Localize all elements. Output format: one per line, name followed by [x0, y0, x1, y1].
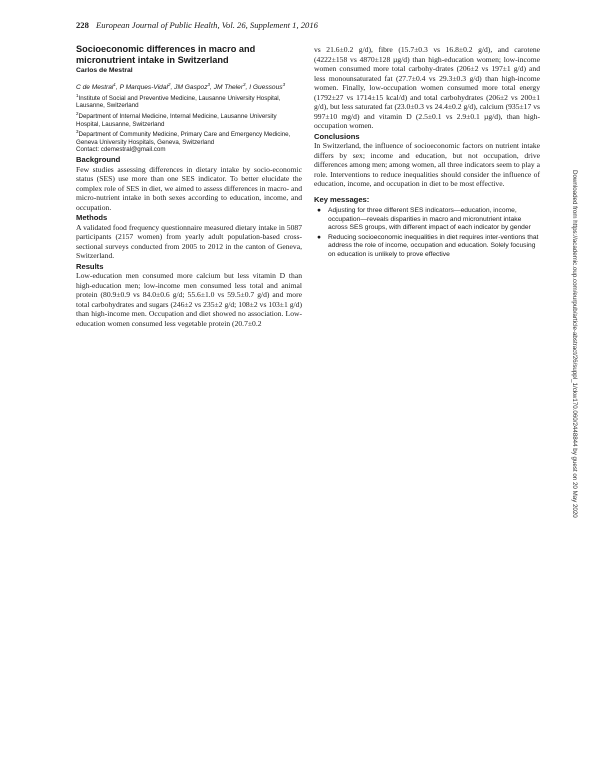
background-text: Few studies assessing differences in dietary intake by socio-economic status (SES) use more than one SES indicator. To better elucidate the complex role of SES in diet, we aimed to assess differences in macro- and micro-nutrient intake in both sexes according to education, income, and occupation. [76, 164, 302, 212]
left-column [76, 44, 302, 328]
conclusions-heading: Conclusions [314, 131, 360, 141]
presenter-name: Carlos de Mestral [76, 67, 133, 74]
key-messages-list [314, 207, 540, 260]
contact-email: Contact: cdemestral@gmail.com [76, 146, 166, 154]
page-number: 228 [76, 20, 89, 30]
author-name: JM Gaspoz [174, 83, 208, 91]
download-watermark: Downloaded from https://academic.oup.com/eurpub/article-abstract/26/suppl_1/ckw170.060/2448844 by guest on 20 May 2020 [571, 170, 578, 518]
results-heading: Results [76, 261, 104, 271]
author-name: C de Mestral [76, 83, 114, 91]
affiliation [76, 92, 302, 110]
affiliation-sup: 1 [76, 92, 79, 98]
running-header [76, 20, 318, 30]
author-sup: 3 [282, 81, 286, 87]
key-message-text: Reducing socioeconomic inequalities in diet requires inter-ventions that address the role of income, occupation and education. Solely focusing on education is unlikely to prove effective [328, 233, 539, 258]
affiliation-sup: 2 [76, 110, 79, 116]
affiliation-text: Institute of Social and Preventive Medicine, Lausanne University Hospital, Lausanne, Switzerland [76, 94, 281, 110]
author-sup: 1 [113, 81, 116, 87]
conclusions-text: In Switzerland, the influence of socioeconomic factors on nutrient intake differs by sex; income and education, but not occupation, drive differences among men; among women, all three indicators seem to play a role. Interventions to reduce inequalities should consider the influence of education, income, and occupation in diet to be most effective. [314, 141, 540, 188]
affiliation-text: Department of Community Medicine, Primary Care and Emergency Medicine, Geneva University Hospitals, Geneva, Switzerland [76, 131, 291, 146]
results-text-part2: vs 21.6±0.2 g/d), fibre (15.7±0.3 vs 16.8±0.2 g/d), and carotene (4222±158 vs 4870±128 µg/d) than high-education women; low-income women consumed more total carbohy-drates (206±2 vs 197±1 g/d) and less monounsaturated fat (27.7±0.4 vs 29.3±0.3 g/d) than high-income women. Finally, low-occupation women consumed more total energy (1792±27 vs 1714±15 kcal/d) and total carbohydrates (206±2 vs 200±1 g/d), but less saturated fat (23.0±0.3 vs 24.4±0.2 g/d), calcium (935±17 vs 997±10 mg/d) and vitamin D (2.5±0.1 vs 2.9±0.1 µg/d), than high-occupation women. [314, 45, 540, 130]
methods-text: A validated food frequency questionnaire measured dietary intake in 5087 participants (2157 women) from yearly adult population-based cross-sectional surveys conducted from 2005 to 2012 in the canton of Geneva, Switzerland. [76, 222, 302, 261]
author-sup: 2 [167, 81, 171, 87]
affiliation-text: Department of Internal Medicine, Internal Medicine, Lausanne University Hospital, Lausanne, Switzerland [76, 113, 277, 128]
key-message-item [317, 207, 540, 233]
affiliation [76, 128, 302, 146]
author-sup: 3 [243, 81, 246, 87]
author-list: C de Mestral$^1$, P Marques-Vidal$^2$, JM Gaspoz$^3$, JM Theler$^3$, I Guessous$^3$ [76, 81, 286, 91]
abstract-title: Socioeconomic differences in macro and micronutrient intake in Switzerland [76, 44, 256, 65]
background-heading: Background [76, 155, 121, 165]
affiliation-sup: 3 [76, 129, 79, 135]
bullet-icon: ● [317, 233, 322, 241]
key-messages-heading: Key messages: [314, 194, 370, 204]
author-name: P Marques-Vidal [119, 83, 168, 91]
key-message-item [317, 233, 540, 260]
affiliation [76, 110, 302, 128]
bullet-icon: ● [317, 207, 322, 214]
author-name: JM Theler [213, 83, 244, 91]
journal-citation: European Journal of Public Health, Vol. 26, Supplement 1, 2016 [96, 20, 318, 30]
key-message-text: Adjusting for three different SES indicators—education, income, occupation—reveals disparities in macro and micronutrient intake across SES groups, with different impact of each indicator by gender [328, 207, 531, 232]
author-sup: 3 [207, 81, 211, 87]
methods-heading: Methods [76, 213, 108, 223]
results-text-part1: Low-education men consumed more calcium but less vitamin D than high-education men; low-income men consumed less total and animal protein (80.9±0.9 vs 84.0±0.6 g/d; 55.6±1.0 vs 59.5±0.7 g/d) and more total carbohydrates and sugars (246±2 vs 235±2 g/d; 108±2 vs 103±1 g/d) than high-income men. Occupation and diet showed no association. Low-education women consumed less vegetable protein (20.7±0.2 [76, 271, 302, 328]
right-column [314, 45, 540, 261]
author-name: I Guessous [249, 83, 283, 91]
